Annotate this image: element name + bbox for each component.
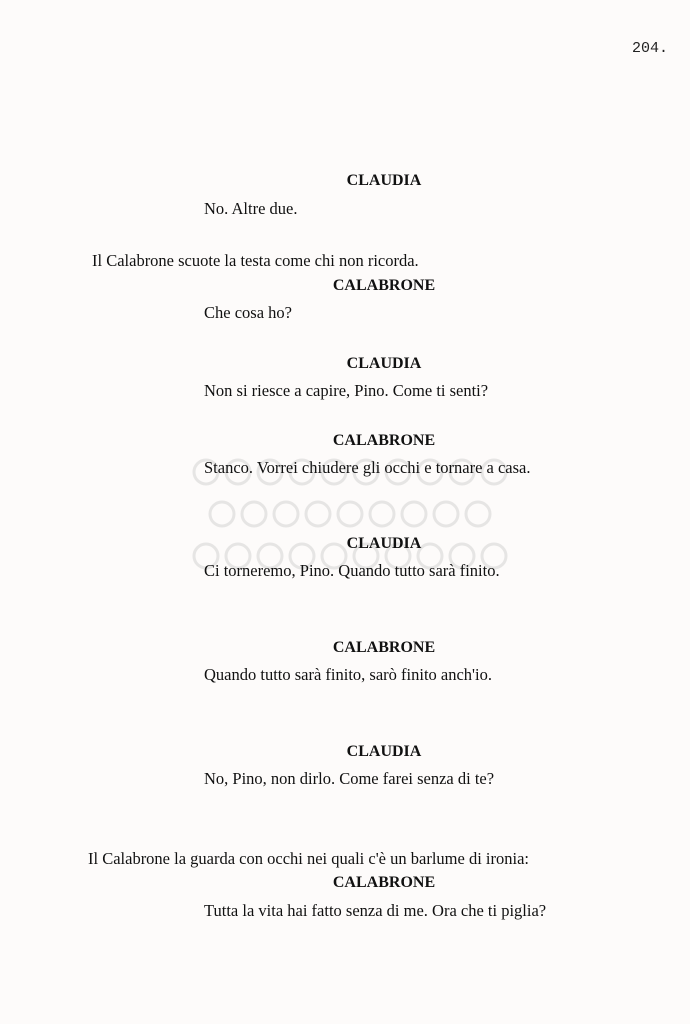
dialogue: Stanco. Vorrei chiudere gli occhi e tornare a casa. [204,458,531,477]
dialogue: Che cosa ho? [204,303,292,322]
character-name: CLAUDIA [346,535,422,552]
dialogue: Tutta la vita hai fatto senza di me. Ora che ti piglia? [204,901,547,920]
dialogue: Quando tutto sarà finito, sarò finito anch'io. [204,665,492,684]
character-name: CALABRONE [332,277,436,294]
dialogue: Ci torneremo, Pino. Quando tutto sarà finito. [204,561,500,580]
character-name: CALABRONE [332,432,436,449]
action-line: Il Calabrone scuote la testa come chi non ricorda. [92,251,419,270]
character-name: CLAUDIA [346,743,422,760]
dialogue: Non si riesce a capire, Pino. Come ti senti? [204,381,489,400]
character-name: CLAUDIA [346,355,422,372]
dialogue: No, Pino, non dirlo. Come farei senza di te? [204,769,495,788]
character-name: CALABRONE [332,874,436,891]
character-name: CLAUDIA [346,172,422,189]
page-number: 204. [631,40,668,57]
action-line: Il Calabrone la guarda con occhi nei quali c'è un barlume di ironia: [88,849,529,868]
dialogue: No. Altre due. [204,199,298,218]
character-name: CALABRONE [332,639,436,656]
